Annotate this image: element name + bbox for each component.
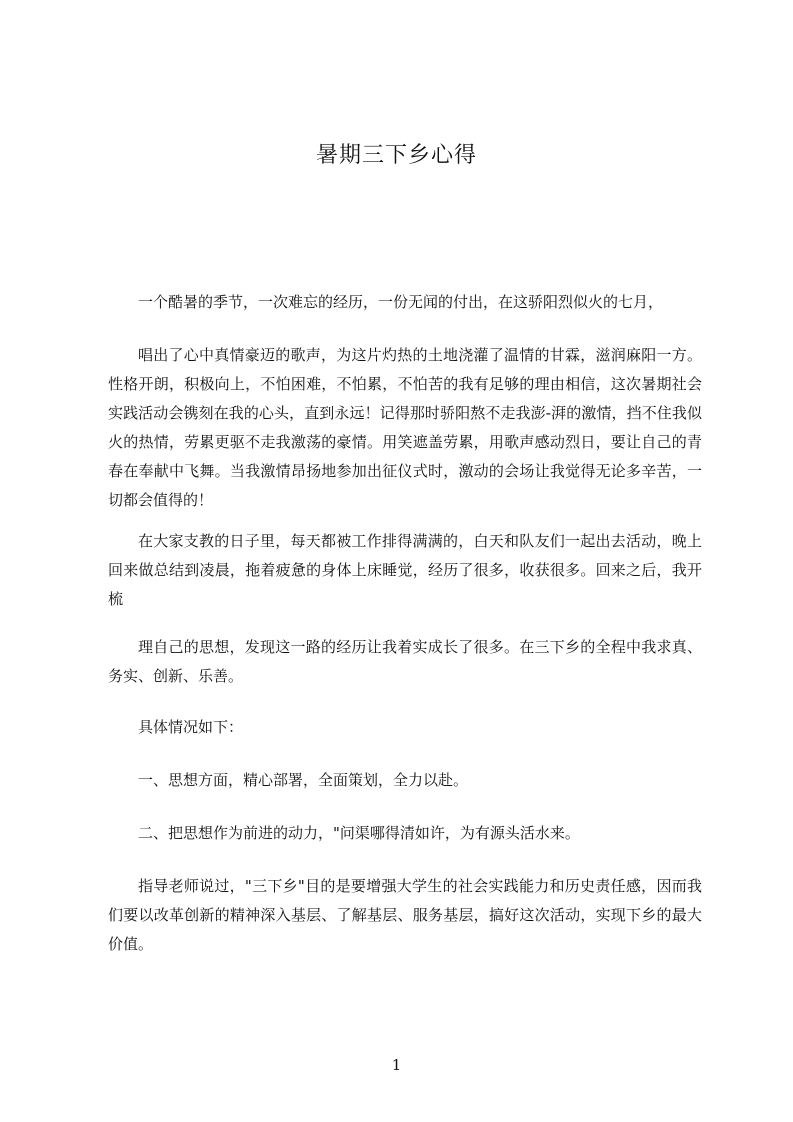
paragraph-7: 二、把思想作为前进的动力，"问渠哪得清如许，为有源头活水来。 xyxy=(138,824,580,842)
page-number: 1 xyxy=(391,1056,402,1074)
paragraph-2: 唱出了心中真情豪迈的歌声，为这片灼热的土地浇灌了温情的甘霖，滋润麻阳一方。性格开朗，积极向上，不怕困难，不怕累，不怕苦的我有足够的理由相信，这次暑期社会实践活动会镌刻在我的心头，直到永远！记得那时骄阳熬不走我澎-湃的激情，挡不住我似火的热情，劳累更驱不走我激荡的豪情。用笑遮盖劳累，用歌声感动烈日，要让自己的青春在奉献中飞舞。当我激情昂扬地参加出征仪式时，激动的会场让我觉得无论多辛苦，一切都会值得的！ xyxy=(108,346,702,509)
paragraph-5: 具体情况如下： xyxy=(138,718,244,736)
paragraph-8: 指导老师说过，"三下乡"目的是要增强大学生的社会实践能力和历史责任感，因而我们要以改革创新的精神深入基层、了解基层、服务基层，搞好这次活动，实现下乡的最大价值。 xyxy=(108,877,702,953)
document-title: 暑期三下乡心得 xyxy=(315,143,477,168)
paragraph-6: 一、思想方面，精心部署，全面策划，全力以赴。 xyxy=(138,771,469,789)
paragraph-3: 在大家支教的日子里，每天都被工作排得满满的，白天和队友们一起出去活动，晚上回来做总结到凌晨，拖着疲惫的身体上床睡觉，经历了很多，收获很多。回来之后，我开梳 xyxy=(108,532,702,608)
paragraph-1: 一个酷暑的季节，一次难忘的经历，一份无闻的付出，在这骄阳烈似火的七月， xyxy=(138,293,664,311)
paragraph-4: 理自己的思想，发现这一路的经历让我着实成长了很多。在三下乡的全程中我求真、务实、创新、乐善。 xyxy=(108,638,702,685)
